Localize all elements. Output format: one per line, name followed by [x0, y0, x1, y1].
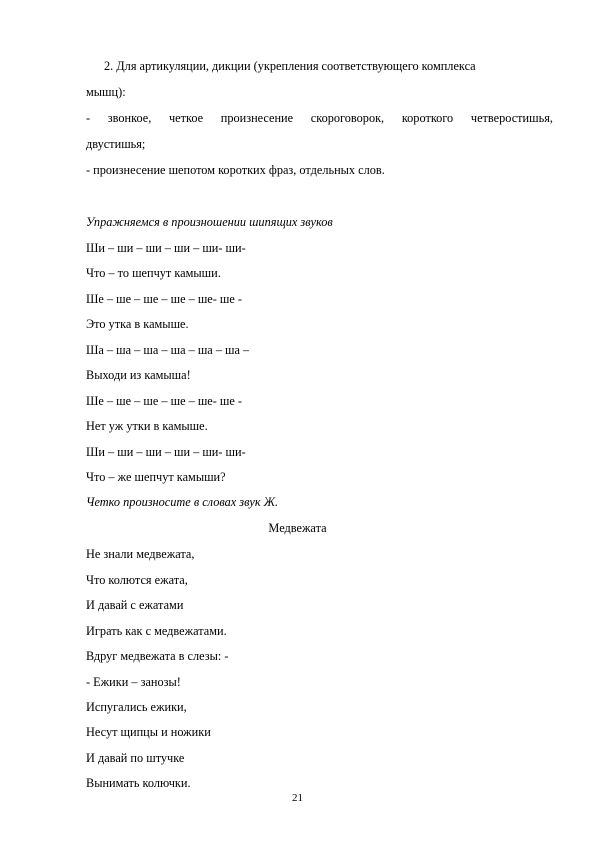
item-2-line-2: мышц): [86, 85, 126, 99]
bullet-1-line-1 [86, 110, 553, 126]
word: звонкое, [107, 111, 152, 125]
word: - [86, 111, 91, 125]
exercise-1-line: Что – то шепчут камыши. [86, 266, 221, 280]
word: произнесение [220, 111, 294, 125]
exercise-1-line: Что – же шепчут камыши? [86, 470, 226, 484]
exercise-1-heading: Упражняемся в произношении шипящих звуков [86, 215, 333, 229]
poem-line: - Ежики – занозы! [86, 675, 181, 689]
bullet-2: - произнесение шепотом коротких фраз, отдельных слов. [86, 163, 385, 177]
poem-title: Медвежата [268, 521, 327, 535]
exercise-1-line: Это утка в камыше. [86, 317, 189, 331]
item-2-line-1: 2. Для артикуляции, дикции (укрепления соответствующего комплекса [104, 59, 476, 73]
exercise-1-line: Ши – ши – ши – ши – ши- ши- [86, 445, 246, 459]
word: скороговорок, [310, 111, 385, 125]
exercise-1-line: Выходи из камыша! [86, 368, 191, 382]
word: четверостишья, [470, 111, 553, 125]
exercise-2-heading: Четко произносите в словах звук Ж. [86, 495, 279, 509]
exercise-1-line: Ше – ше – ше – ше – ше- ше - [86, 292, 243, 306]
bullet-1-line-2: двустишья; [86, 137, 146, 151]
poem-line: Испугались ежики, [86, 700, 187, 714]
exercise-1-line: Нет уж утки в камыше. [86, 419, 208, 433]
poem-line: И давай по штучке [86, 751, 185, 765]
exercise-1-line: Ши – ши – ши – ши – ши- ши- [86, 241, 246, 255]
page-number: 21 [292, 792, 303, 804]
exercise-1-line: Ша – ша – ша – ша – ша – ша – [86, 343, 250, 357]
poem-line: Не знали медвежата, [86, 547, 195, 561]
exercise-1-line: Ше – ше – ше – ше – ше- ше - [86, 394, 243, 408]
poem-line: Вдруг медвежата в слезы: - [86, 649, 229, 663]
word: короткого [401, 111, 454, 125]
poem-line: Вынимать колючки. [86, 776, 191, 790]
poem-line: Что колются ежата, [86, 573, 188, 587]
word: четкое [168, 111, 204, 125]
poem-line: Играть как с медвежатами. [86, 624, 227, 638]
poem-line: И давай с ежатами [86, 598, 184, 612]
poem-line: Несут щипцы и ножики [86, 725, 211, 739]
